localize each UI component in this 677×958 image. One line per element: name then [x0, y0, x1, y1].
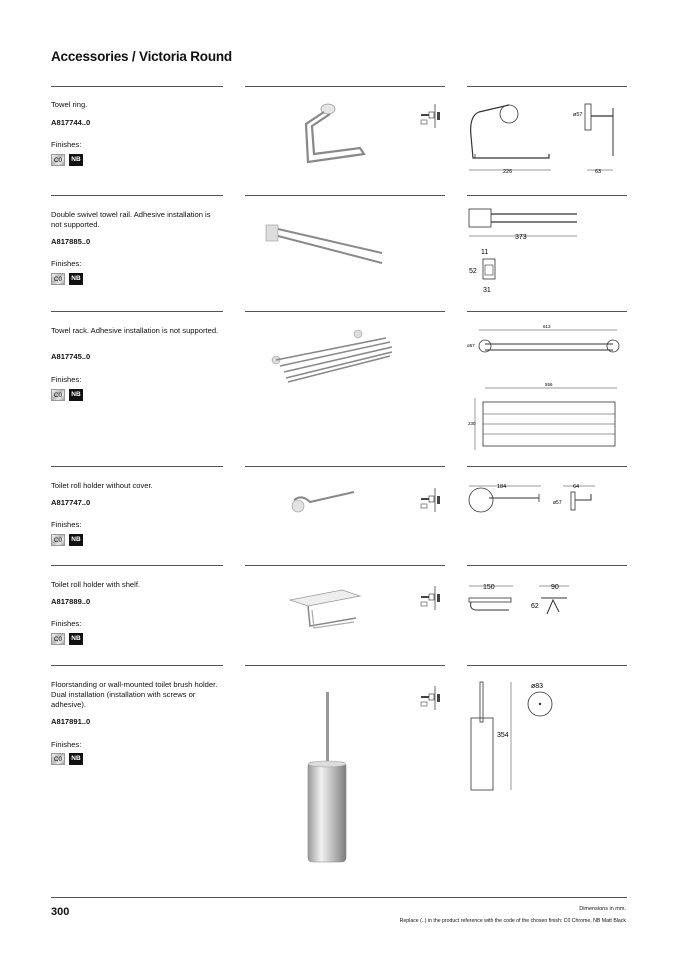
dim-height-label: 52	[469, 268, 477, 275]
product-description: Double swivel towel rail. Adhesive installation is not supported.	[51, 210, 211, 229]
product-reference: A817885..0	[51, 237, 91, 246]
finish-swatch-matt-black: NB	[69, 154, 83, 166]
finish-swatch-matt-black: NB	[69, 534, 83, 546]
dim-diameter-label: ø57	[553, 500, 562, 506]
page-title: Accessories / Victoria Round	[51, 49, 232, 64]
finishes-label: Finishes:	[51, 740, 82, 749]
dim-width-label: 150	[483, 584, 495, 591]
product-description: Towel ring.	[51, 100, 88, 109]
finish-swatch-matt-black: NB	[69, 389, 83, 401]
dimension-drawing-toilet-brush	[467, 678, 627, 798]
product-reference: A817745..0	[51, 352, 91, 361]
row-divider	[245, 311, 445, 312]
dim-diameter-label: ø57	[573, 112, 583, 118]
finishes-label: Finishes:	[51, 140, 82, 149]
dim-height-label: 62	[531, 603, 539, 610]
finish-swatch-matt-black: NB	[69, 273, 83, 285]
row-divider	[51, 311, 223, 312]
dim-width-label: 226	[503, 169, 513, 175]
row-divider	[467, 311, 627, 312]
dim-inner-width-label: 556	[545, 382, 553, 387]
row-divider	[467, 195, 627, 196]
product-description: Toilet roll holder without cover.	[51, 481, 153, 490]
row-divider	[467, 565, 627, 566]
dim-depth-label: 63	[595, 169, 602, 175]
product-description: Toilet roll holder with shelf.	[51, 580, 141, 589]
installation-screw-icon	[417, 102, 445, 130]
row-divider	[51, 665, 223, 666]
finishes-label: Finishes:	[51, 375, 82, 384]
dim-depth-label: 90	[551, 584, 559, 591]
dim-height-label: 230	[468, 421, 476, 426]
installation-screw-icon	[417, 486, 445, 514]
dim-depth-label: 64	[573, 484, 580, 490]
product-description: Towel rack. Adhesive installation is not supported.	[51, 326, 219, 335]
product-reference: A817889..0	[51, 597, 91, 606]
product-photo-towel-rack	[250, 322, 410, 392]
dim-width-label: 613	[543, 324, 551, 329]
row-divider	[245, 195, 445, 196]
row-divider	[245, 466, 445, 467]
dimension-drawing-towel-ring	[467, 96, 627, 178]
product-reference: A817747..0	[51, 498, 91, 507]
row-divider	[51, 195, 223, 196]
product-photo-toilet-brush	[250, 678, 410, 868]
row-divider	[51, 466, 223, 467]
row-divider	[467, 665, 627, 666]
dimension-drawing-towel-rack	[467, 322, 627, 452]
finish-swatch-chrome: C0	[51, 389, 65, 401]
dimension-drawing-toilet-roll-holder	[467, 478, 627, 518]
finish-swatch-chrome: C0	[51, 154, 65, 166]
row-divider	[467, 86, 627, 87]
finish-swatch-matt-black: NB	[69, 633, 83, 645]
finish-swatch-chrome: C0	[51, 534, 65, 546]
installation-screw-icon	[417, 684, 445, 712]
row-divider	[245, 86, 445, 87]
dim-height-label: 354	[497, 732, 509, 739]
product-photo-towel-rail	[250, 205, 410, 285]
dim-width-label: 184	[497, 484, 507, 490]
dim-diameter-label: ø57	[467, 343, 475, 348]
product-reference: A817744..0	[51, 118, 91, 127]
finish-swatch-chrome: C0	[51, 753, 65, 765]
product-photo-toilet-roll-holder	[250, 478, 410, 528]
footer-divider	[51, 897, 627, 898]
row-divider	[245, 565, 445, 566]
finishes-label: Finishes:	[51, 619, 82, 628]
dimensions-note: Dimensions in mm.	[579, 906, 626, 912]
dimension-drawing-roll-holder-shelf	[467, 578, 627, 623]
dim-depth-label: 31	[483, 287, 491, 294]
product-description: Floorstanding or wall-mounted toilet brush holder. Dual installation (installation with screws or adhesive).	[51, 680, 218, 709]
dimension-drawing-towel-rail	[467, 205, 627, 295]
product-photo-roll-holder-shelf	[250, 578, 410, 638]
dim-diameter-label: ø83	[531, 683, 544, 690]
finish-swatch-matt-black: NB	[69, 753, 83, 765]
dim-top-label: 11	[481, 249, 489, 256]
page-number: 300	[51, 906, 70, 918]
finish-swatch-chrome: C0	[51, 273, 65, 285]
dim-width-label: 373	[515, 234, 527, 241]
product-reference: A817891..0	[51, 717, 91, 726]
row-divider	[51, 86, 223, 87]
finish-swatch-chrome: C0	[51, 633, 65, 645]
row-divider	[51, 565, 223, 566]
finish-note: Replace (..) in the product reference with the code of the chosen finish: C0 Chrome, NB Matt Black	[399, 918, 626, 924]
row-divider	[245, 665, 445, 666]
finishes-label: Finishes:	[51, 520, 82, 529]
finishes-label: Finishes:	[51, 259, 82, 268]
product-photo-towel-ring	[250, 96, 410, 178]
row-divider	[467, 466, 627, 467]
installation-screw-icon	[417, 584, 445, 612]
